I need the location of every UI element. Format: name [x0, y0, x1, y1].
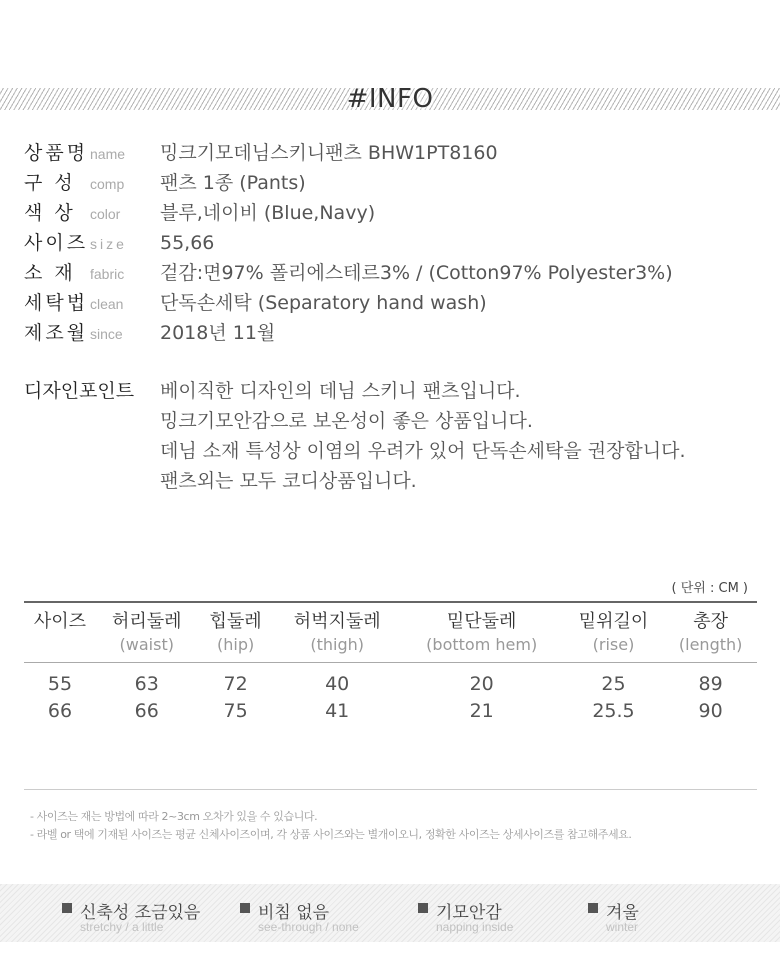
- design-point-line: 팬츠외는 모두 코디상품입니다.: [160, 470, 417, 492]
- size-column-header: [24, 602, 96, 663]
- table-cell: 20: [469, 673, 494, 696]
- spec-label: 색 상: [24, 202, 76, 224]
- column-header-en: (thigh): [310, 635, 364, 654]
- note-line: - 사이즈는 재는 방법에 따라 2~3cm 오차가 있을 수 있습니다.: [30, 810, 318, 823]
- spec-label: 사이즈: [24, 232, 89, 254]
- table-row: [24, 663, 757, 698]
- bottom-hem-column-header: [401, 602, 563, 663]
- column-header-ko: 허리둘레: [111, 611, 182, 632]
- design-point-text: [160, 376, 686, 496]
- spec-row-since: [24, 318, 673, 348]
- hip-column-header: [198, 602, 274, 663]
- spec-sublabel: since: [90, 326, 123, 342]
- square-bullet-icon: [240, 903, 250, 913]
- spec-row-size: [24, 228, 673, 258]
- spec-value: 블루,네이비 (Blue,Navy): [160, 202, 376, 224]
- length-column-header: [664, 602, 757, 663]
- feature-sublabel: see-through / none: [258, 920, 359, 934]
- column-header-ko: 허벅지둘레: [293, 611, 381, 632]
- spec-sublabel: size: [90, 236, 127, 252]
- column-header-ko: 사이즈: [33, 611, 87, 632]
- feature-sublabel: napping inside: [436, 920, 514, 934]
- spec-row-name: [24, 138, 673, 168]
- column-header-en: (hip): [217, 635, 255, 654]
- spec-value: 2018년 11월: [160, 322, 276, 344]
- spec-label: 세탁법: [24, 292, 89, 314]
- spec-sublabel: color: [90, 206, 121, 222]
- feature-sublabel: stretchy / a little: [80, 920, 164, 934]
- thigh-column-header: [274, 602, 401, 663]
- table-cell: 25: [601, 673, 626, 696]
- table-row: [24, 698, 757, 725]
- design-point-section: [24, 376, 686, 496]
- feature-label: 비침 없음: [258, 903, 330, 923]
- spec-sublabel: fabric: [90, 266, 125, 282]
- spec-label: 제조월: [24, 322, 89, 344]
- note-line: - 라벨 or 택에 기재된 사이즈는 평균 신체사이즈이며, 각 상품 사이즈와는 별개이오니, 정확한 사이즈는 상세사이즈를 참고해주세요.: [30, 828, 632, 841]
- table-cell: 63: [134, 673, 159, 696]
- design-point-line: 베이직한 디자인의 데님 스키니 팬츠입니다.: [160, 380, 521, 402]
- square-bullet-icon: [418, 903, 428, 913]
- spec-row-clean: [24, 288, 673, 318]
- table-cell: 66: [47, 700, 73, 722]
- column-header-ko: 총장: [693, 611, 729, 632]
- column-header-en: (rise): [592, 635, 635, 654]
- design-point-line: 데님 소재 특성상 이염의 우려가 있어 단독손세탁을 권장합니다.: [160, 440, 686, 462]
- square-bullet-icon: [62, 903, 72, 913]
- spec-row-fabric: [24, 258, 673, 288]
- column-header-ko: 밑단둘레: [446, 611, 517, 632]
- column-header-ko: 밑위길이: [578, 611, 649, 632]
- spec-value: 팬츠 1종 (Pants): [160, 172, 306, 194]
- spec-label: 구 성: [24, 172, 76, 194]
- table-cell: 40: [325, 673, 350, 696]
- feature-label: 신축성 조금있음: [80, 903, 201, 923]
- info-title: #INFO: [346, 84, 434, 114]
- feature-label: 기모안감: [436, 903, 502, 923]
- square-bullet-icon: [588, 903, 598, 913]
- feature-sublabel: winter: [606, 920, 639, 934]
- table-cell: 55: [47, 673, 73, 696]
- size-table-header-row: [24, 602, 757, 663]
- column-header-en: (length): [678, 635, 743, 654]
- spec-value: 55,66: [160, 232, 215, 254]
- product-spec-list: [24, 138, 673, 348]
- spec-row-color: [24, 198, 673, 228]
- spec-value: 단독손세탁 (Separatory hand wash): [160, 292, 487, 314]
- table-cell: 90: [698, 700, 723, 722]
- waist-column-header: [96, 602, 198, 663]
- design-point-label: 디자인포인트: [24, 380, 135, 402]
- spec-sublabel: comp: [90, 176, 125, 192]
- spec-value: 겉감:면97% 폴리에스테르3% / (Cotton97% Polyester3%): [160, 262, 673, 284]
- column-header-ko: 힙둘레: [209, 611, 262, 632]
- feature-label: 겨울: [606, 903, 639, 923]
- table-cell: 66: [134, 700, 159, 722]
- table-cell: 25.5: [592, 700, 635, 722]
- table-cell: 41: [325, 700, 350, 722]
- spec-row-comp: [24, 168, 673, 198]
- spec-value: 밍크기모데님스키니팬츠 BHW1PT8160: [160, 142, 498, 164]
- size-notes: [30, 808, 632, 844]
- spec-sublabel: name: [90, 146, 126, 162]
- spec-label: 소 재: [24, 262, 76, 284]
- size-table: [24, 601, 757, 725]
- spec-sublabel: clean: [90, 296, 124, 312]
- section-divider: [24, 789, 757, 790]
- table-cell: 21: [469, 700, 494, 722]
- column-header-en: (bottom hem): [426, 635, 538, 654]
- spec-label: 상품명: [24, 142, 89, 164]
- design-point-line: 밍크기모안감으로 보온성이 좋은 상품입니다.: [160, 410, 533, 432]
- table-cell: 89: [698, 673, 723, 696]
- rise-column-header: [563, 602, 665, 663]
- table-cell: 75: [223, 700, 248, 722]
- column-header-en: (waist): [119, 635, 174, 654]
- size-unit-label: ( 단위 : CM ): [671, 581, 748, 596]
- table-cell: 72: [223, 673, 248, 696]
